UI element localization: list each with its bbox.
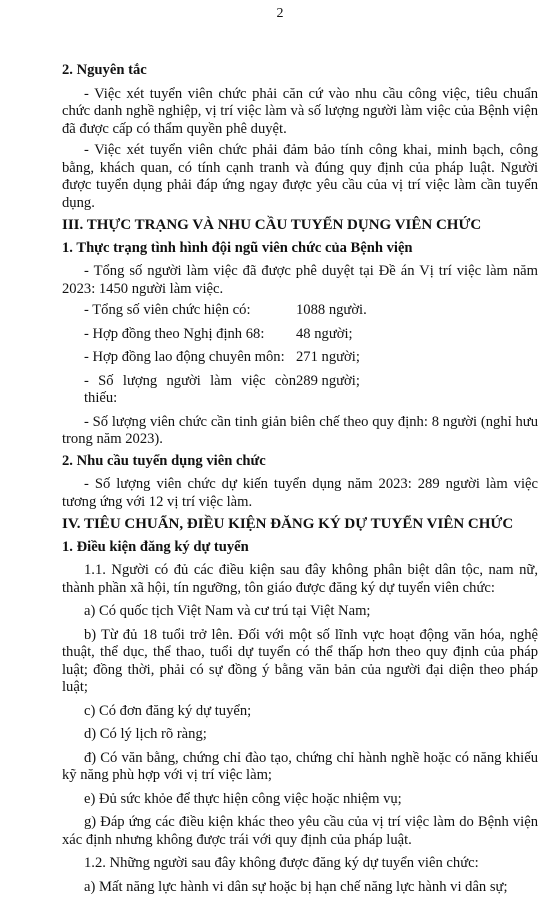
stat-value: 48 người;: [296, 325, 353, 342]
stat-value: 289 người;: [296, 372, 360, 389]
list-item: a) Mất năng lực hành vi dân sự hoặc bị hạn chế năng lực hành vi dân sự;: [84, 878, 508, 895]
stat-row: [62, 349, 538, 367]
paragraph: - Tổng số người làm việc đã được phê duyệt tại Đề án Vị trí việc làm năm 2023: 1450 người làm việc.: [62, 263, 538, 297]
list-item: c) Có đơn đăng ký dự tuyển;: [84, 702, 252, 719]
paragraph: 1.2. Những người sau đây không được đăng ký dự tuyển viên chức:: [84, 855, 479, 871]
paragraph: 1.1. Người có đủ các điều kiện sau đây không phân biệt dân tộc, nam nữ, thành phần xã hội, tín ngưỡng, tôn giáo được đăng ký dự tuyển viên chức:: [62, 562, 538, 596]
section-title-iii: III. THỰC TRẠNG VÀ NHU CẦU TUYỂN DỤNG VIÊN CHỨC: [62, 217, 482, 233]
stat-value: 1088 người.: [296, 302, 367, 318]
stat-label: - Hợp đồng theo Nghị định 68:: [84, 325, 265, 342]
stat-row: [62, 373, 538, 408]
stat-row: [62, 302, 538, 320]
list-item: a) Có quốc tịch Việt Nam và cư trú tại Việt Nam;: [84, 603, 371, 619]
stat-label: - Số lượng người làm việc còn thiếu:: [84, 372, 296, 406]
list-item: e) Đủ sức khỏe để thực hiện công việc hoặc nhiệm vụ;: [84, 790, 402, 807]
list-item: d) Có lý lịch rõ ràng;: [84, 726, 207, 742]
document-body: [62, 62, 538, 902]
paragraph: - Số lượng viên chức cần tinh giản biên chế theo quy định: 8 người (nghỉ hưu trong năm 2023).: [62, 413, 538, 447]
stat-row: [62, 326, 538, 344]
stat-label: - Tổng số viên chức hiện có:: [84, 302, 251, 318]
heading-thuc-trang: 1. Thực trạng tình hình đội ngũ viên chức của Bệnh viện: [62, 239, 413, 256]
stat-value: 271 người;: [296, 349, 360, 365]
section-title-iv: IV. TIÊU CHUẨN, ĐIỀU KIỆN ĐĂNG KÝ DỰ TUYỂN VIÊN CHỨC: [62, 516, 514, 532]
heading-nguyen-tac: 2. Nguyên tắc: [62, 62, 147, 78]
paragraph: - Việc xét tuyển viên chức phải căn cứ vào nhu cầu công việc, tiêu chuẩn chức danh nghề nghiệp, vị trí việc làm và số lượng người làm việc của Bệnh viện đã được cấp có thẩm quyền phê duyệt.: [62, 85, 538, 137]
paragraph: - Số lượng viên chức dự kiến tuyển dụng năm 2023: 289 người làm việc tương ứng với 12 vị trí việc làm.: [62, 476, 538, 510]
heading-nhu-cau: 2. Nhu cầu tuyển dụng viên chức: [62, 452, 266, 469]
list-item: b) Từ đủ 18 tuổi trở lên. Đối với một số lĩnh vực hoạt động văn hóa, nghệ thuật, thể dục, thể thao, tuổi dự tuyển có thể thấp hơn theo quy định của pháp luật; đồng thời, phải có sự đồng ý bằng văn bản của người đại diện theo pháp luật;: [62, 626, 538, 695]
page-number: 2: [276, 6, 284, 21]
heading-dieu-kien: 1. Điều kiện đăng ký dự tuyển: [62, 538, 249, 555]
list-item: g) Đáp ứng các điều kiện khác theo yêu cầu của vị trí việc làm do Bệnh viện xác định nhưng không được trái với quy định của pháp luật.: [62, 814, 538, 848]
list-item: đ) Có văn bằng, chứng chỉ đào tạo, chứng chỉ hành nghề hoặc có năng khiếu kỹ năng phù hợp với vị trí việc làm;: [62, 749, 538, 783]
paragraph: - Việc xét tuyển viên chức phải đảm bảo tính công khai, minh bạch, công bằng, khách quan, có tính cạnh tranh và đúng quy định của pháp luật. Người được tuyển dụng phải đáp ứng ngay được yêu cầu của vị trí việc làm cần tuyển dụng.: [62, 142, 538, 211]
stat-label: - Hợp đồng lao động chuyên môn:: [84, 349, 285, 365]
